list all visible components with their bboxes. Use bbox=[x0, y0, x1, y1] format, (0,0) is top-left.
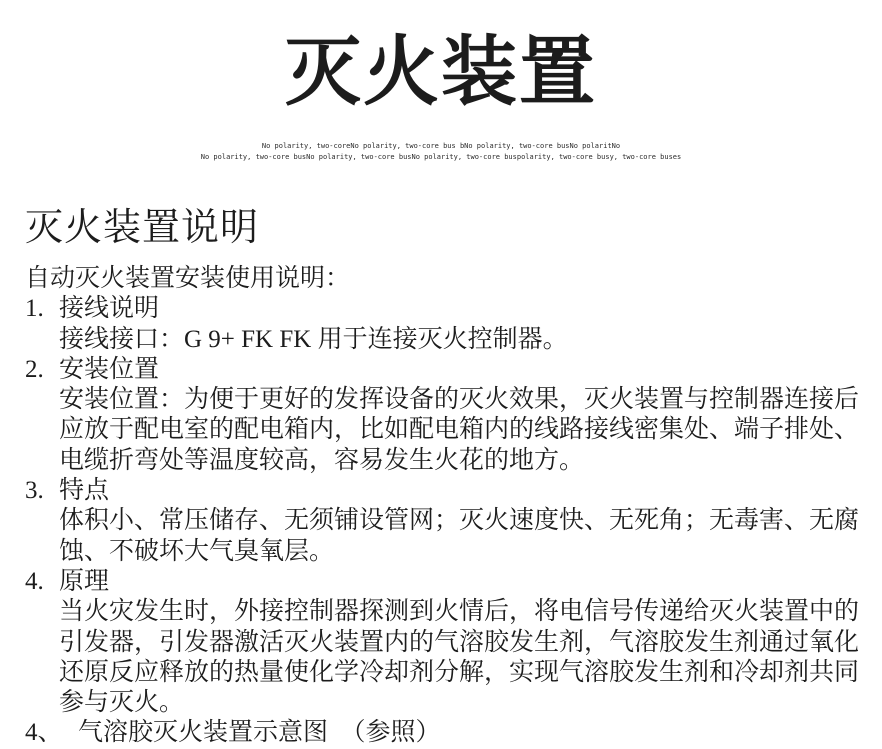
list-item-2-detail: 安装位置：为便于更好的发挥设备的灭火效果，灭火装置与控制器连接后 bbox=[59, 386, 860, 414]
list-item-title: 特点 bbox=[59, 477, 110, 505]
list-item-3-detail: 体积小、常压储存、无须铺设管网；灭火速度快、无死角；无毒害、无腐 bbox=[59, 507, 860, 535]
list-item-4-detail: 引发器，引发器激活灭火装置内的气溶胶发生剂，气溶胶发生剂通过氧化 bbox=[59, 628, 860, 656]
list-item-title: 原理 bbox=[59, 567, 110, 595]
diagram-reference-line bbox=[25, 718, 870, 748]
intro-line: 自动灭火装置安装使用说明： bbox=[25, 264, 351, 292]
list-item-title: 安装位置 bbox=[59, 355, 160, 383]
list-item-3-heading bbox=[25, 476, 870, 506]
list-item-4-detail: 还原反应释放的热量使化学冷却剂分解，实现气溶胶发生剂和冷却剂共同 bbox=[59, 658, 860, 686]
list-item-2-detail: 电缆折弯处等温度较高，容易发生火花的地方。 bbox=[59, 446, 585, 474]
section-heading: 灭火装置说明 bbox=[25, 207, 260, 250]
list-number: 1. bbox=[25, 295, 44, 323]
list-item-1-detail: 接线接口：G 9+ FK FK 用于连接灭火控制器。 bbox=[59, 325, 568, 353]
list-item-4-detail: 参与灭火。 bbox=[59, 689, 185, 717]
list-item-1-heading bbox=[25, 294, 870, 324]
list-item-2-heading bbox=[25, 355, 870, 385]
subtitle-line: No polarity, two-coreNo polarity, two-core bus bNo polarity, two-core busNo polaritNo bbox=[261, 142, 621, 151]
list-item-title: 接线说明 bbox=[59, 295, 160, 323]
list-item-4-detail: 当火灾发生时，外接控制器探测到火情后，将电信号传递给灭火装置中的 bbox=[59, 598, 860, 626]
subtitle-block bbox=[0, 141, 882, 162]
instruction-list bbox=[25, 264, 870, 749]
subtitle-line: No polarity, two-core busNo polarity, two-core busNo polarity, two-core buspolarity, two-core busy, two-core buses bbox=[200, 152, 682, 161]
list-number: 3. bbox=[25, 477, 44, 505]
diagram-reference-text: 气溶胶灭火装置示意图 （参照） bbox=[78, 719, 441, 747]
list-item-4-heading bbox=[25, 567, 870, 597]
document-title: 灭火装置 bbox=[285, 31, 597, 115]
list-item-3-detail: 蚀、不破坏大气臭氧层。 bbox=[59, 537, 335, 565]
list-number: 4、 bbox=[25, 719, 63, 747]
list-number: 2. bbox=[25, 355, 44, 383]
list-number: 4. bbox=[25, 567, 44, 595]
list-item-2-detail: 应放于配电室的配电箱内，比如配电箱内的线路接线密集处、端子排处、 bbox=[59, 416, 860, 444]
